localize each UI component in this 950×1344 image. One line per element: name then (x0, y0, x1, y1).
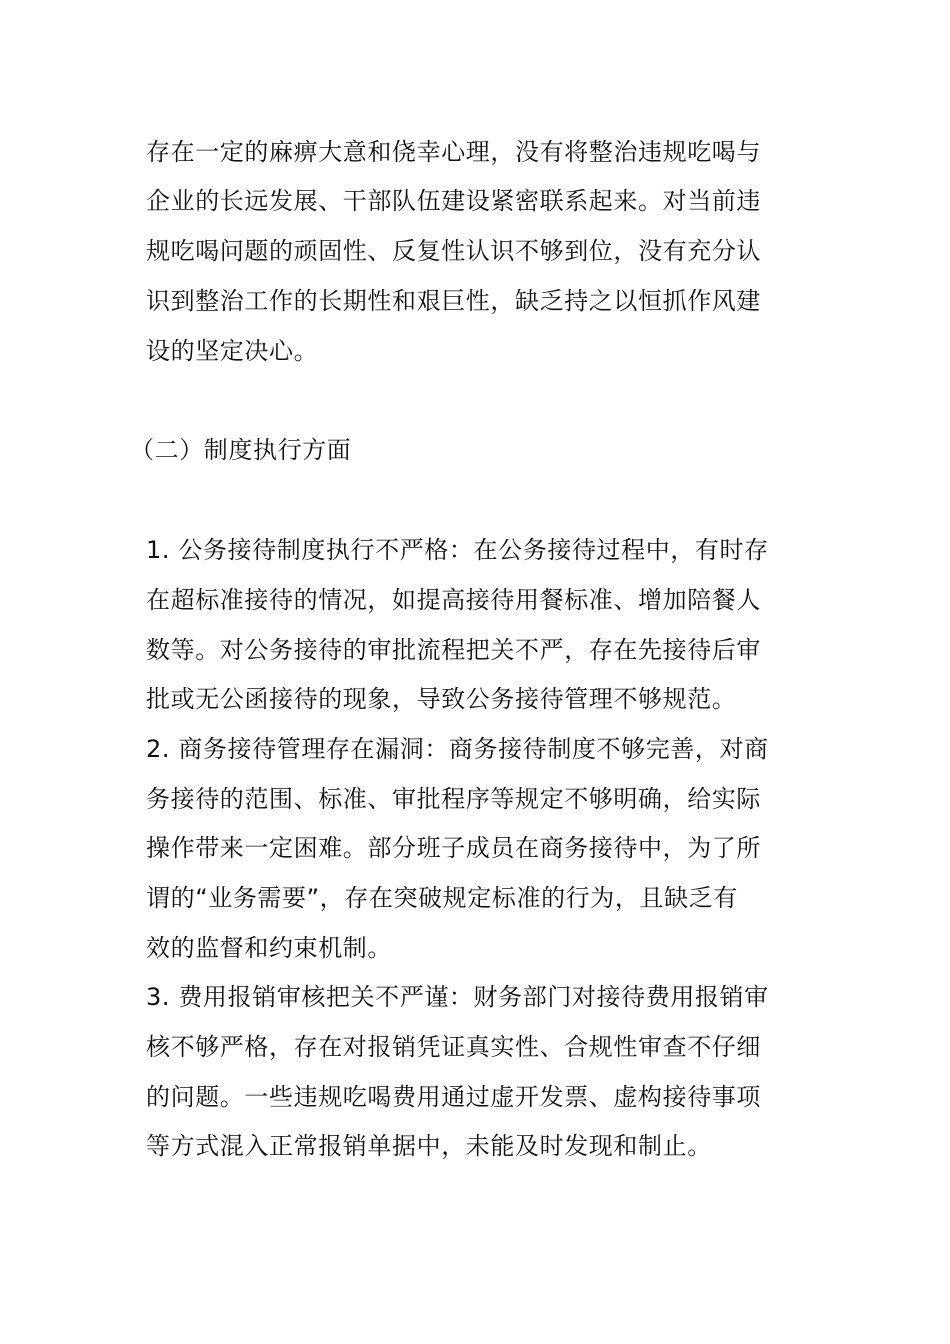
item-1-line: 1. 公务接待制度执行不严格：在公务接待过程中，有时存 (146, 536, 769, 564)
item-2-line: 2. 商务接待管理存在漏洞：商务接待制度不够完善，对商 (146, 735, 769, 763)
intro-line: 企业的长远发展、干部队伍建设紧密联系起来。对当前违 (146, 187, 761, 215)
item-1-line: 批或无公函接待的现象，导致公务接待管理不够规范。 (146, 685, 737, 713)
intro-line: 识到整治工作的长期性和艰巨性，缺乏持之以恒抓作风建 (146, 287, 761, 315)
item-2-line: 务接待的范围、标准、审批程序等规定不够明确，给实际 (146, 785, 761, 813)
item-1-line: 数等。对公务接待的审批流程把关不严，存在先接待后审 (146, 636, 761, 664)
item-2-line: 操作带来一定困难。部分班子成员在商务接待中，为了所 (146, 834, 761, 862)
item-1-line: 在超标准接待的情况，如提高接待用餐标准、增加陪餐人 (146, 586, 761, 614)
intro-line: 规吃喝问题的顽固性、反复性认识不够到位，没有充分认 (146, 237, 761, 265)
intro-line: 存在一定的麻痹大意和侥幸心理，没有将整治违规吃喝与 (146, 138, 761, 166)
intro-line: 设的坚定决心。 (146, 337, 319, 365)
item-3-line: 3. 费用报销审核把关不严谨：财务部门对接待费用报销审 (146, 983, 769, 1011)
section-heading: （二）制度执行方面 (130, 436, 352, 464)
item-3-line: 的问题。一些违规吃喝费用通过虚开发票、虚构接待事项 (146, 1083, 761, 1111)
item-2-line: 效的监督和约束机制。 (146, 934, 392, 962)
item-3-line: 核不够严格，存在对报销凭证真实性、合规性审查不仔细 (146, 1033, 761, 1061)
item-3-line: 等方式混入正常报销单据中，未能及时发现和制止。 (146, 1132, 712, 1160)
item-2-line: 谓的“业务需要”，存在突破规定标准的行为，且缺乏有 (146, 884, 738, 912)
